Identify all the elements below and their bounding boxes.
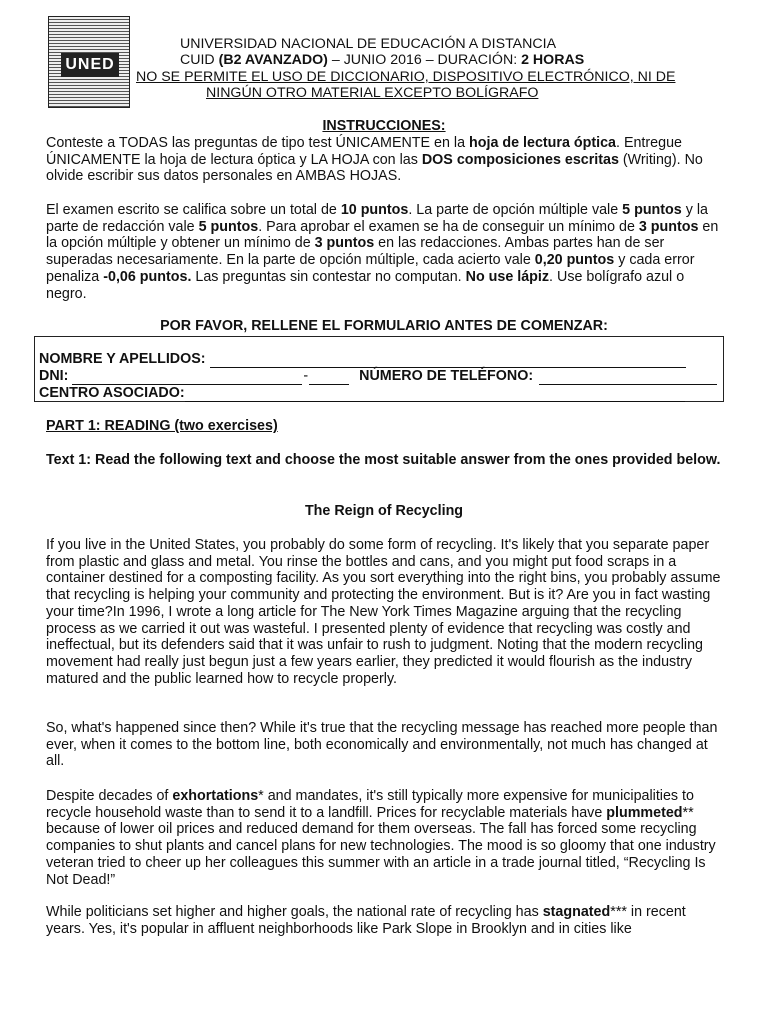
- dni-phone-row: [39, 368, 717, 385]
- name-row: [39, 351, 686, 368]
- article-paragraph-1: If you live in the United States, you probably do some form of recycling. It's likely that you separate paper from plastic and glass and metal. You rinse the bottles and cans, and you might put food scraps in a container destined for a composting facility. As you sort everything into the right bins, you probably assume that recycling is helping your community and protecting the environment. But is it? Are you in fact wasting your time?In 1996, I wrote a long article for The New York Times Magazine arguing that the recycling process as we carried it out was wasteful. I presented plenty of evidence that recycling was costly and ineffectual, but its defenders said that it was unfair to rush to judgment. Noting that the modern recycling movement had really just begun just a few years earlier, they predicted it would flourish as the industry matured and the public learned how to recycle properly.: [46, 537, 721, 687]
- name-field[interactable]: [210, 353, 686, 368]
- uned-logo-text: UNED: [61, 53, 119, 77]
- materials-warning-line2: NINGÚN OTRO MATERIAL EXCEPTO BOLÍGRAFO: [206, 85, 539, 101]
- materials-warning-line1: NO SE PERMITE EL USO DE DICCIONARIO, DISPOSITIVO ELECTRÓNICO, NI DE: [136, 69, 676, 85]
- personal-data-form: [34, 336, 724, 402]
- instructions-paragraph-2: El examen escrito se califica sobre un total de 10 puntos. La parte de opción múltiple vale 5 puntos y la parte de redacción vale 5 puntos. Para aprobar el examen se ha de conseguir un mínimo de 3 puntos en la opción múltiple y obtener un mínimo de 3 puntos en las redacciones. Ambas partes han de ser superadas necesariamente. En la parte de opción múltiple, cada acierto vale 0,20 puntos y cada error penaliza -0,06 puntos. Las preguntas sin contestar no computan. No use lápiz. Use bolígrafo azul o negro.: [46, 202, 719, 302]
- article-paragraph-2: So, what's happened since then? While it's true that the recycling message has reached more people than ever, when it comes to the bottom line, both economically and environmentally, not much has changed at all.: [46, 720, 718, 770]
- center-field[interactable]: [185, 387, 685, 402]
- university-name: UNIVERSIDAD NACIONAL DE EDUCACIÓN A DISTANCIA: [180, 36, 557, 52]
- center-label: CENTRO ASOCIADO:: [39, 385, 185, 401]
- uned-logo: [48, 16, 130, 108]
- dni-field[interactable]: [72, 370, 302, 385]
- part1-heading: PART 1: READING (two exercises): [46, 418, 278, 434]
- form-prompt: POR FAVOR, RELLENE EL FORMULARIO ANTES DE COMENZAR:: [160, 318, 608, 334]
- instructions-paragraph-1: Conteste a TODAS las preguntas de tipo test ÚNICAMENTE en la hoja de lectura óptica. Entregue ÚNICAMENTE la hoja de lectura óptica y LA HOJA con las DOS composiciones escritas (Writing). No olvide escribir sus datos personales en AMBAS HOJAS.: [46, 135, 703, 185]
- phone-field[interactable]: [539, 370, 717, 385]
- dni-dash: -: [303, 368, 309, 384]
- dni-letter-field[interactable]: [309, 370, 349, 385]
- center-row: [39, 385, 685, 402]
- article-paragraph-3: Despite decades of exhortations* and mandates, it's still typically more expensive for municipalities to recycle household waste than to send it to a landfill. Prices for recyclable materials have plummeted** because of lower oil prices and reduced demand for them overseas. The fall has forced some recycling companies to shut plants and cancel plans for new technologies. The mood is so gloomy that one industry veteran tried to cheer up her colleagues this summer with an article in a trade journal titled, “Recycling Is Not Dead!”: [46, 788, 716, 888]
- exam-info: CUID (B2 AVANZADO) – JUNIO 2016 – DURACIÓN: 2 HORAS: [180, 52, 585, 68]
- name-label: NOMBRE Y APELLIDOS:: [39, 351, 206, 367]
- text1-instructions: Text 1: Read the following text and choose the most suitable answer from the ones provided below.: [46, 452, 721, 468]
- article-title: The Reign of Recycling: [304, 503, 464, 519]
- phone-label: NÚMERO DE TELÉFONO:: [359, 368, 534, 384]
- dni-label: DNI:: [39, 368, 69, 384]
- instructions-title: INSTRUCCIONES:: [322, 118, 446, 134]
- article-paragraph-4: While politicians set higher and higher goals, the national rate of recycling has stagnated*** in recent years. Yes, it's popular in affluent neighborhoods like Park Slope in Brooklyn and in cities like: [46, 904, 686, 937]
